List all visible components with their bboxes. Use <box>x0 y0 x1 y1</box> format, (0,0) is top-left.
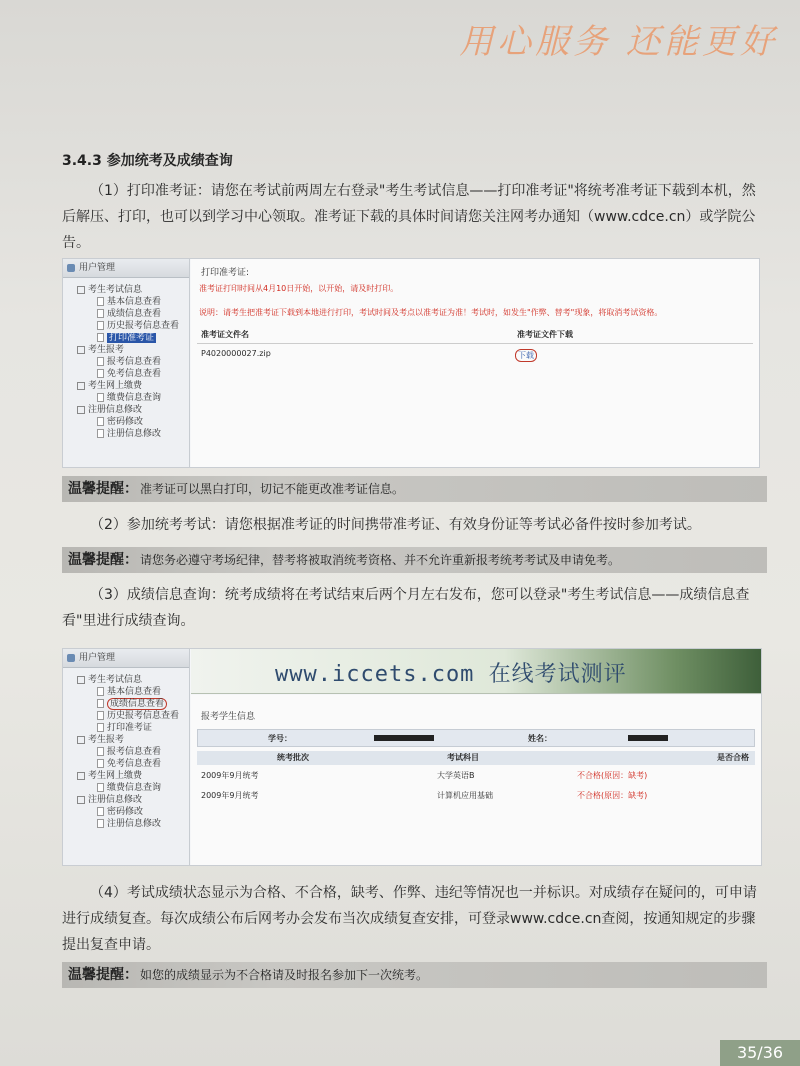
nav-item[interactable] <box>71 428 189 440</box>
nav-tree <box>63 278 189 440</box>
table-row <box>197 789 755 803</box>
col-result: 是否合格 <box>717 753 749 762</box>
page-icon <box>97 429 104 438</box>
nav-item[interactable] <box>71 308 189 320</box>
page-icon <box>97 333 104 342</box>
user-icon <box>67 654 75 662</box>
col-file-download: 准考证文件下载 <box>517 330 573 339</box>
download-link[interactable]: 下载 <box>515 349 537 362</box>
nav-item-label: 报考信息查看 <box>107 747 162 757</box>
nav-item-label: 注册信息修改 <box>107 819 162 829</box>
nav-item-label: 历史报考信息查看 <box>107 321 180 331</box>
nav-item-label: 免考信息查看 <box>107 369 162 379</box>
nav-item-label: 成绩信息查看 <box>107 698 167 710</box>
student-info-row <box>197 729 755 747</box>
page-icon <box>97 819 104 828</box>
paragraph-print-admission: （1）打印准考证：请您在考试前两周左右登录"考生考试信息——打印准考证"将统考准考证下载到本机，然后解压、打印，也可以到学习中心领取。准考证下载的具体时间请您关注网考办通知（www.cdce.cn）或学院公告。 <box>62 183 756 251</box>
nav-item-label: 成绩信息查看 <box>107 309 162 319</box>
row-subject: 大学英语B <box>437 771 475 780</box>
header-slogan: 用心服务 还能更好 <box>459 22 778 62</box>
nav-item-label: 打印准考证 <box>109 333 155 343</box>
nav-item[interactable] <box>71 734 189 746</box>
col-batch: 统考批次 <box>277 753 309 762</box>
nav-item[interactable] <box>71 392 189 404</box>
nav-tree <box>63 668 189 830</box>
name-label: 姓名： <box>528 734 552 743</box>
nav-item[interactable] <box>71 368 189 380</box>
nav-item[interactable] <box>71 794 189 806</box>
nav-item-label: 缴费信息查询 <box>107 783 162 793</box>
nav-item-label: 考生报考 <box>88 345 125 355</box>
row-batch: 2009年9月统考 <box>201 791 259 800</box>
table-header <box>197 751 755 765</box>
tip-3: 温馨提醒： 如您的成绩显示为不合格请及时报名参加下一次统考。 <box>62 962 767 988</box>
nav-item[interactable] <box>71 818 189 830</box>
panel-title: 报考学生信息 <box>201 712 256 722</box>
page-icon <box>97 687 104 696</box>
page-icon <box>97 759 104 768</box>
row-result: 不合格(原因：缺考) <box>577 771 648 780</box>
nav-item-label: 基本信息查看 <box>107 297 162 307</box>
file-name: P4020000027.zip <box>201 349 271 358</box>
tip-2: 温馨提醒： 请您务必遵守考场纪律，替考将被取消统考资格、并不允许重新报考统考考试及申请免考。 <box>62 547 767 573</box>
nav-item-label: 密码修改 <box>107 807 144 817</box>
page-icon <box>97 783 104 792</box>
folder-icon <box>77 286 85 294</box>
nav-item-label: 考生报考 <box>88 735 125 745</box>
page-icon <box>97 369 104 378</box>
page-icon <box>97 309 104 318</box>
nav-item-label: 报考信息查看 <box>107 357 162 367</box>
panel-title: 打印准考证: <box>201 268 250 278</box>
tip-1: 温馨提醒： 准考证可以黑白打印，切记不能更改准考证信息。 <box>62 476 767 502</box>
nav-item[interactable] <box>71 320 189 332</box>
notice-print-time: 准考证打印时间从4月10日开始，以开始，请及时打印。 <box>199 284 399 293</box>
page-icon <box>97 297 104 306</box>
page-icon <box>97 699 104 708</box>
nav-item[interactable] <box>71 380 189 392</box>
row-batch: 2009年9月统考 <box>201 771 259 780</box>
folder-icon <box>77 346 85 354</box>
nav-item-label: 缴费信息查询 <box>107 393 162 403</box>
notice-instructions: 说明：请考生把准考证下载到本地进行打印，考试时间及考点以准考证为准！考试时，如发生"作弊、替考"现象，将取消考试资格。 <box>199 308 663 317</box>
folder-icon <box>77 406 85 414</box>
sidebar-header: 用户管理 <box>63 649 189 668</box>
redacted-id <box>374 735 434 741</box>
nav-item[interactable] <box>71 782 189 794</box>
nav-item[interactable] <box>71 722 189 734</box>
page-icon <box>97 417 104 426</box>
nav-item[interactable] <box>71 296 189 308</box>
content-panel <box>191 695 761 865</box>
page-icon <box>97 393 104 402</box>
nav-item-label: 考生考试信息 <box>88 285 143 295</box>
nav-item[interactable] <box>71 770 189 782</box>
page-icon <box>97 723 104 732</box>
page-number: 35/36 <box>720 1040 800 1066</box>
screenshot-print-admission <box>62 258 760 468</box>
folder-icon <box>77 772 85 780</box>
nav-item-label: 免考信息查看 <box>107 759 162 769</box>
folder-icon <box>77 796 85 804</box>
folder-icon <box>77 676 85 684</box>
nav-item-label: 密码修改 <box>107 417 144 427</box>
sidebar <box>63 259 190 467</box>
page-icon <box>97 807 104 816</box>
nav-item[interactable] <box>71 758 189 770</box>
nav-item-label: 基本信息查看 <box>107 687 162 697</box>
nav-item[interactable] <box>71 674 189 686</box>
page-icon <box>97 321 104 330</box>
sidebar-header: 用户管理 <box>63 259 189 278</box>
site-banner: www.iccets.com 在线考试测评 <box>191 649 761 694</box>
nav-item-label: 打印准考证 <box>107 723 153 733</box>
folder-icon <box>77 382 85 390</box>
page-icon <box>97 357 104 366</box>
nav-item[interactable] <box>71 806 189 818</box>
row-result: 不合格(原因：缺考) <box>577 791 648 800</box>
table-header <box>197 329 753 344</box>
row-subject: 计算机应用基础 <box>437 791 493 800</box>
page-icon <box>97 711 104 720</box>
paragraph-attend-exam: （2）参加统考考试：请您根据准考证的时间携带准考证、有效身份证等考试必备件按时参加考试。 <box>90 517 701 533</box>
user-icon <box>67 264 75 272</box>
nav-item-label: 注册信息修改 <box>107 429 162 439</box>
col-subject: 考试科目 <box>447 753 479 762</box>
nav-item[interactable] <box>71 344 189 356</box>
nav-item-label: 考生网上缴费 <box>88 381 143 391</box>
nav-item-label: 考生考试信息 <box>88 675 143 685</box>
screenshot-score-query <box>62 648 762 866</box>
nav-item-label: 注册信息修改 <box>88 405 143 415</box>
nav-item[interactable] <box>71 284 189 296</box>
table-row <box>197 769 755 783</box>
nav-item[interactable] <box>71 746 189 758</box>
nav-item[interactable] <box>71 332 189 344</box>
nav-item[interactable] <box>71 416 189 428</box>
paragraph-score-status: （4）考试成绩状态显示为合格、不合格，缺考、作弊、违纪等情况也一并标识。对成绩存在疑问的，可申请进行成绩复查。每次成绩公布后网考办会发布当次成绩复查安排，可登录www.cdce.cn查阅，按通知规定的步骤提出复查申请。 <box>62 885 757 953</box>
col-file-name: 准考证文件名 <box>201 330 249 339</box>
nav-item-label: 考生网上缴费 <box>88 771 143 781</box>
table-row <box>197 349 753 363</box>
folder-icon <box>77 736 85 744</box>
page-icon <box>97 747 104 756</box>
nav-item[interactable] <box>71 710 189 722</box>
content-panel <box>191 259 759 467</box>
section-title: 3.4.3 参加统考及成绩查询 <box>62 153 233 169</box>
sidebar <box>63 649 190 865</box>
id-label: 学号： <box>268 734 292 743</box>
nav-item[interactable] <box>71 404 189 416</box>
nav-item[interactable] <box>71 698 189 710</box>
nav-item-label: 历史报考信息查看 <box>107 711 180 721</box>
paragraph-score-query: （3）成绩信息查询：统考成绩将在考试结束后两个月左右发布，您可以登录"考生考试信息——成绩信息查看"里进行成绩查询。 <box>62 587 750 629</box>
nav-item[interactable] <box>71 356 189 368</box>
nav-item-label: 注册信息修改 <box>88 795 143 805</box>
nav-item[interactable] <box>71 686 189 698</box>
redacted-name <box>628 735 668 741</box>
